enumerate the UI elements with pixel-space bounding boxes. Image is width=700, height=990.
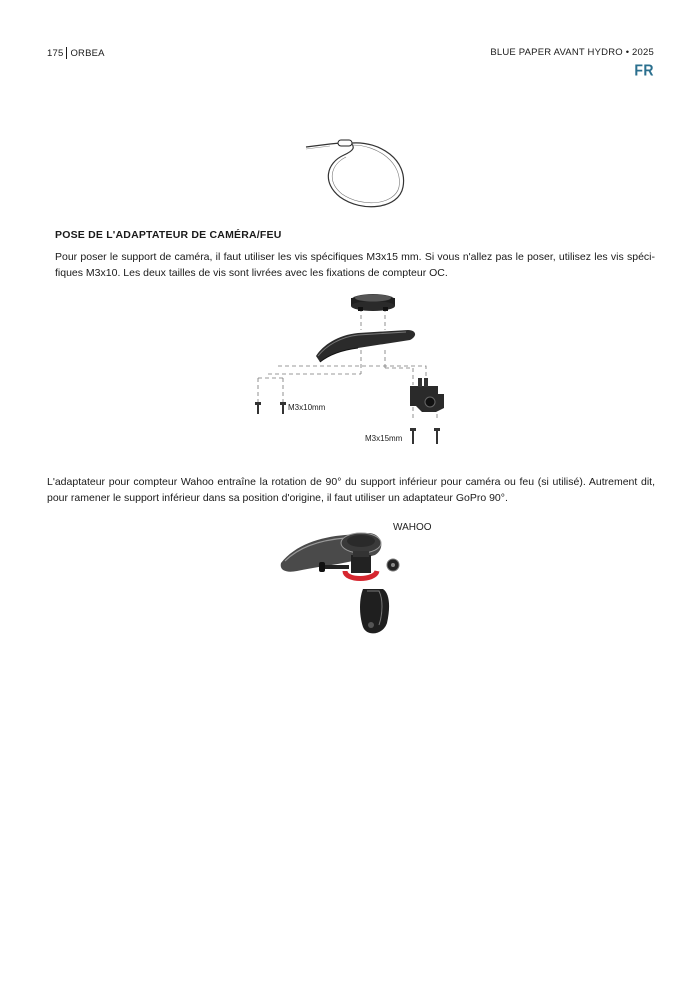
gopro-adapter	[410, 378, 444, 412]
document-title: BLUE PAPER AVANT HYDRO • 2025	[490, 47, 654, 58]
wahoo-label: WAHOO	[393, 522, 432, 533]
screws-m3x10	[255, 402, 286, 414]
page-header-left	[47, 47, 105, 59]
computer-mount-cap	[351, 294, 395, 311]
section-title: POSE DE L'ADAPTATEUR DE CAMÉRA/FEU	[55, 229, 282, 241]
wahoo-adapter-note: L'adaptateur pour compteur Wahoo entraîne la rotation de 90° du support inférieur pour caméra ou feu (si utilisé). Autrement dit, pour ramener le support inférieur dans sa position d'origine, il faut utiliser un adaptateur GoPro 90°.	[47, 476, 655, 504]
header-divider	[66, 47, 67, 59]
page-number: 175	[47, 47, 64, 59]
screw-label-m3x10: M3x10mm	[288, 403, 326, 412]
camera-adapter-exploded-diagram	[238, 290, 458, 450]
brand-name: ORBEA	[70, 47, 105, 59]
screws-m3x15	[410, 428, 440, 444]
mounting-instructions: Pour poser le support de caméra, il faut utiliser les vis spécifiques M3x15 mm. Si vous n'allez pas le poser, utilisez les vis spéci-fiques M3x10. Les deux tailles de vis sont livrées avec les fixations de compteur OC.	[55, 251, 655, 279]
screw-label-m3x15: M3x15mm	[365, 434, 403, 443]
stem-mount-plate	[316, 330, 415, 362]
wahoo-adapter-illustration	[275, 515, 445, 640]
language-badge: FR	[634, 60, 654, 80]
lanyard-illustration	[300, 135, 415, 215]
